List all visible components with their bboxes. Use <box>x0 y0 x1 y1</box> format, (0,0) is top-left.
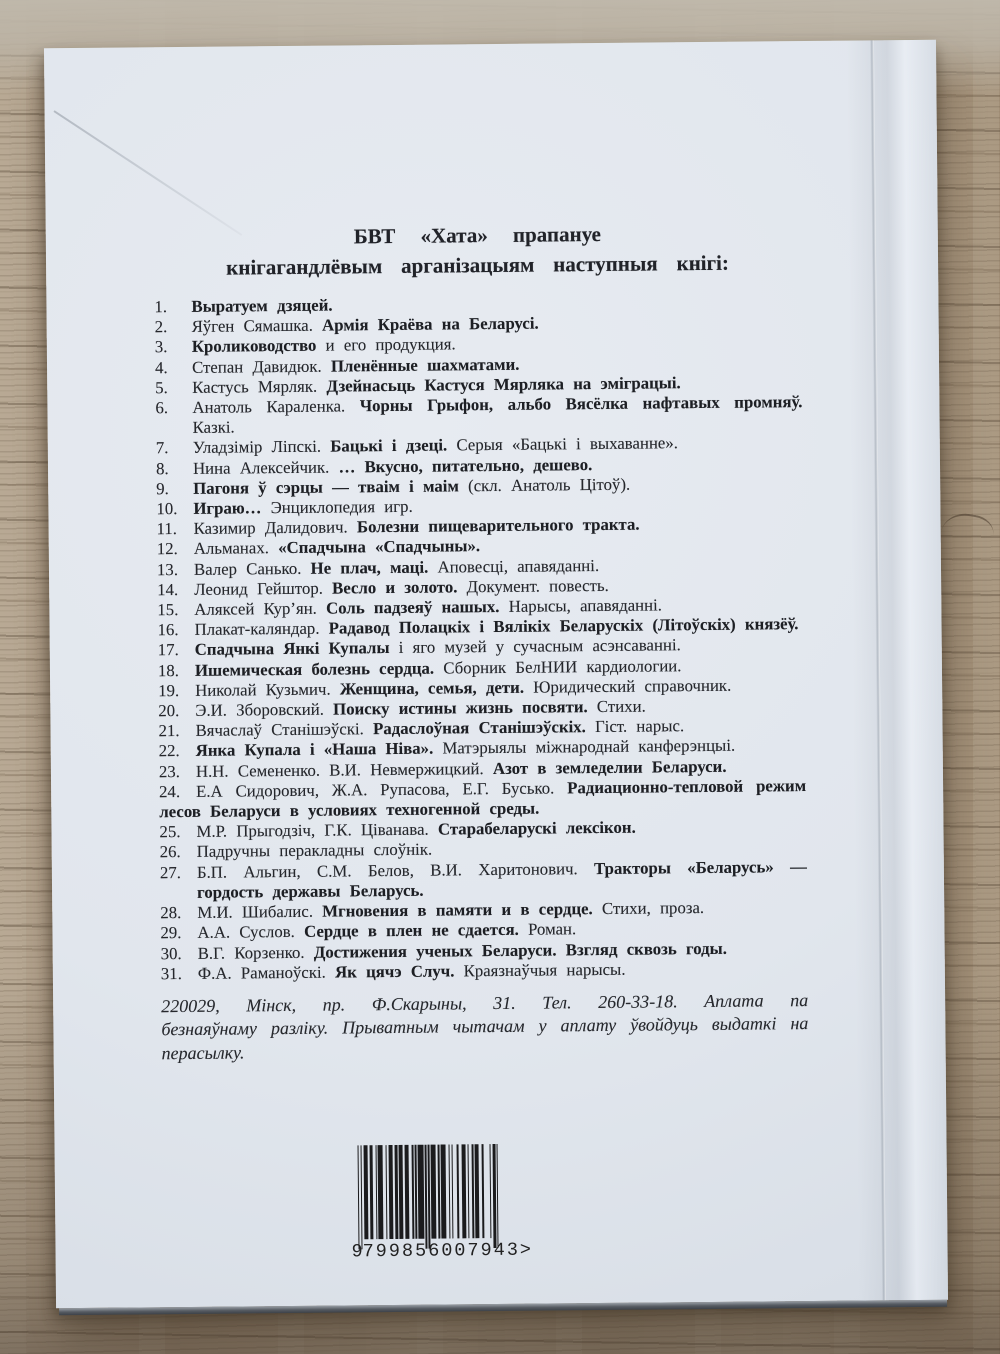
item-text: Вячаслаў Станішэўскі. <box>195 719 374 741</box>
item-number: 29. <box>160 923 182 943</box>
list-item <box>155 392 802 439</box>
barcode-bar <box>457 1144 459 1238</box>
item-text: Валер Санько. <box>193 558 311 579</box>
barcode-bar <box>475 1144 480 1238</box>
item-title: Болезни пищеварительного тракта. <box>356 514 640 537</box>
item-title: Не плач, маці. <box>310 557 429 578</box>
item-title: Спадчына Янкі Купалы <box>194 638 390 660</box>
item-number: 22. <box>158 741 180 761</box>
item-text: Н.Н. Семененко. В.И. Невмержицкий. <box>195 758 494 781</box>
item-number: 4. <box>154 357 168 377</box>
item-number: 2. <box>154 317 168 337</box>
item-title: Пленённые шахматами. <box>330 354 520 376</box>
publisher-header-line1: БВТ «Хата» прапануе <box>353 221 601 249</box>
item-text: Степан Давидюк. <box>191 356 331 377</box>
item-number: 28. <box>160 903 182 923</box>
barcode-bar <box>482 1144 484 1238</box>
barcode-bar <box>388 1145 393 1239</box>
barcode-bar <box>472 1144 474 1238</box>
item-number: 1. <box>154 297 168 317</box>
item-title: … Вкусно, питательно, дешево. <box>338 454 593 477</box>
item-text: Нина Алексейчик. <box>192 457 339 478</box>
item-text: Казимир Далидович. <box>193 517 358 539</box>
item-title: Армія Краёва на Беларусі. <box>322 313 539 335</box>
item-title: Радаслоўная Станішэўскіх. <box>372 717 586 739</box>
item-text: и его продукция. <box>316 334 456 356</box>
item-text: Леонид Гейштор. <box>194 578 333 599</box>
item-text: Стихи, проза. <box>592 898 705 919</box>
item-title: Радиационно-тепловой режим лесов Беларуси в условиях техногенной среды. <box>159 775 807 822</box>
list-item <box>160 857 807 904</box>
barcode-bar <box>461 1144 466 1238</box>
item-text: Б.П. Альгин, С.М. Белов, В.И. Харитонович. <box>196 858 595 882</box>
item-text: Николай Кузьмич. <box>195 679 340 700</box>
item-title: Пагоня ў сэрцы — тваім і маім <box>193 476 459 498</box>
item-number: 23. <box>158 761 180 781</box>
printed-content <box>44 40 946 1067</box>
barcode-bar <box>378 1145 383 1239</box>
item-title: Янка Купала і «Наша Ніва». <box>195 739 434 761</box>
item-text: Юридический справочник. <box>523 675 732 697</box>
item-number: 10. <box>156 499 178 519</box>
barcode-bar <box>489 1144 491 1238</box>
item-title: Играю… <box>193 498 262 518</box>
item-number: 5. <box>155 377 168 398</box>
barcode-bar <box>412 1145 414 1239</box>
barcode-bar <box>448 1144 450 1238</box>
item-text: Ф.А. Раманоўскі. <box>197 962 336 983</box>
barcode-bar <box>497 1144 499 1248</box>
item-title: Соль падзеяў нашых. <box>325 597 500 618</box>
item-text: Плакат-каляндар. <box>194 618 329 640</box>
barcode-bar <box>415 1145 417 1239</box>
item-text: Аповесці, апавяданні. <box>428 555 600 577</box>
item-text: Э.И. Зборовский. <box>195 699 334 720</box>
item-text: Краязнаўчыя нарысы. <box>454 959 626 981</box>
barcode-bar <box>385 1145 387 1239</box>
publisher-header-line2: кнігагандлёвым арганізацыям наступныя кнігі: <box>226 250 730 280</box>
item-text: Яўген Сямашка. <box>191 315 323 337</box>
item-text: Е.А Сидорович, Ж.А. Рупасова, Е.Г. Бусько. <box>196 778 568 801</box>
barcode-bar <box>394 1145 398 1239</box>
item-title: Старабеларускі лексікон. <box>437 817 636 839</box>
item-text: Сборник БелНИИ кардиологии. <box>433 655 682 678</box>
item-title: Радавод Полацкіх і Вялікіх Беларускіх (Літоўскіх) князёў. <box>328 614 799 638</box>
item-text: Анатоль Караленка. <box>192 396 360 417</box>
barcode-bar <box>404 1145 409 1239</box>
barcode-bar <box>375 1145 377 1239</box>
publisher-header <box>154 217 802 283</box>
item-number: 30. <box>160 943 182 963</box>
item-title: Сердце в плен не сдается. <box>303 920 519 942</box>
barcode-bar <box>431 1145 436 1239</box>
item-text: М.Р. Прыгодзіч, Г.К. Ціванава. <box>196 819 439 842</box>
item-title: Весло и золото. <box>332 577 458 598</box>
barcode-bar <box>417 1145 424 1239</box>
barcode-group1: 799856 <box>362 1240 442 1263</box>
item-number: 7. <box>155 438 169 458</box>
item-number: 18. <box>157 660 180 680</box>
publisher-address: 220029, Мінск, пр. Ф.Скарыны, 31. Тел. 260-33-18. Аплата па безнаяўнаму разліку. Прыватным чытачам у аплату ўвойдуць выдаткі на перасылку. <box>161 989 809 1064</box>
item-number: 26. <box>159 842 181 862</box>
item-text: Кастусь Мярляк. <box>192 376 327 397</box>
item-number: 3. <box>154 337 168 357</box>
barcode-digits <box>351 1239 532 1263</box>
item-number: 31. <box>160 963 182 983</box>
barcode-bar <box>428 1145 430 1249</box>
item-number: 12. <box>156 539 178 559</box>
item-text: (скл. Анатоль Цітоў). <box>458 474 631 496</box>
item-title: Достижения ученых Беларуси. Взгляд сквозь годы. <box>313 938 727 962</box>
item-title: «Спадчына «Спадчыны». <box>278 536 481 558</box>
barcode-bar <box>441 1145 446 1239</box>
barcode-bar <box>398 1145 403 1239</box>
item-number: 25. <box>159 822 181 842</box>
list-item <box>159 776 806 823</box>
item-title: Бацькі і дзеці. <box>330 435 448 457</box>
barcode-bar <box>451 1144 453 1238</box>
item-number: 17. <box>157 640 179 660</box>
item-title: Дзейнасьць Кастуся Мярляка на эміграцыі. <box>326 373 681 396</box>
item-text: Энциклопедия игр. <box>261 496 413 518</box>
item-number: 19. <box>158 680 180 701</box>
item-text: Документ. повесть. <box>457 575 609 597</box>
item-text: Матэрыялы міжнароднай канферэнцыі. <box>433 736 736 759</box>
item-text: Стихи. <box>587 696 646 717</box>
barcode-bar <box>438 1145 440 1239</box>
item-number: 13. <box>156 559 179 579</box>
item-title: Выратуем дзяцей. <box>191 295 333 316</box>
item-title: Кролиководство <box>191 336 317 357</box>
item-number: 24. <box>159 781 181 802</box>
barcode-bar <box>369 1145 373 1239</box>
item-text: Аляксей Кур’ян. <box>194 598 327 619</box>
item-number: 14. <box>157 579 179 600</box>
barcode-group2: 007943 <box>441 1239 520 1262</box>
item-text: А.А. Суслов. <box>197 922 305 943</box>
item-number: 11. <box>156 519 178 539</box>
item-text: М.И. Шибалис. <box>197 901 323 922</box>
item-text: В.Г. Корзенко. <box>197 942 314 963</box>
item-title: Як цячэ Случ. <box>334 961 455 982</box>
item-title: Азот в земледелии Беларуси. <box>492 756 727 778</box>
item-text: Казкі. <box>192 417 235 438</box>
item-text: Уладзімір Ліпскі. <box>192 437 331 458</box>
item-number: 6. <box>155 398 169 418</box>
item-text: Альманах. <box>193 538 279 559</box>
item-title: Поиску истины жизнь посвяти. <box>333 697 588 719</box>
item-number: 16. <box>157 620 179 640</box>
item-title: Тракторы «Беларусь» — гордость державы Беларусь. <box>196 856 807 902</box>
item-number: 21. <box>158 721 180 741</box>
item-text: Гіст. нарыс. <box>585 716 685 737</box>
item-text: Падручны перакладны слоўнік. <box>196 840 433 862</box>
barcode-bars <box>358 1144 498 1249</box>
item-number: 8. <box>155 458 169 478</box>
barcode-bar <box>467 1144 469 1238</box>
barcode-suffix: > <box>519 1239 532 1261</box>
item-number: 20. <box>158 701 180 721</box>
item-number: 27. <box>159 862 181 882</box>
barcode-bar <box>492 1144 496 1248</box>
item-text: Нарысы, апавяданні. <box>499 595 663 617</box>
item-title: Чорны Грыфон, альбо Вясёлка нафтавых промняў. <box>359 392 803 416</box>
barcode-bar <box>363 1145 368 1239</box>
barcode <box>342 1144 543 1276</box>
item-number: 9. <box>156 478 169 499</box>
item-text: Серыя «Бацькі і выхаванне». <box>447 433 679 455</box>
item-title: Ишемическая болезнь сердца. <box>194 658 435 680</box>
item-title: Женщина, семья, дети. <box>339 677 525 699</box>
book-back-cover <box>44 40 948 1309</box>
item-text: Роман. <box>518 919 577 940</box>
barcode-digit-left: 9 <box>351 1241 363 1263</box>
item-number: 15. <box>157 600 179 620</box>
item-title: Мгновения в памяти и в сердце. <box>322 899 593 921</box>
book-list <box>154 291 808 984</box>
item-text: і яго музей у сучасным асэнсаванні. <box>389 635 681 658</box>
